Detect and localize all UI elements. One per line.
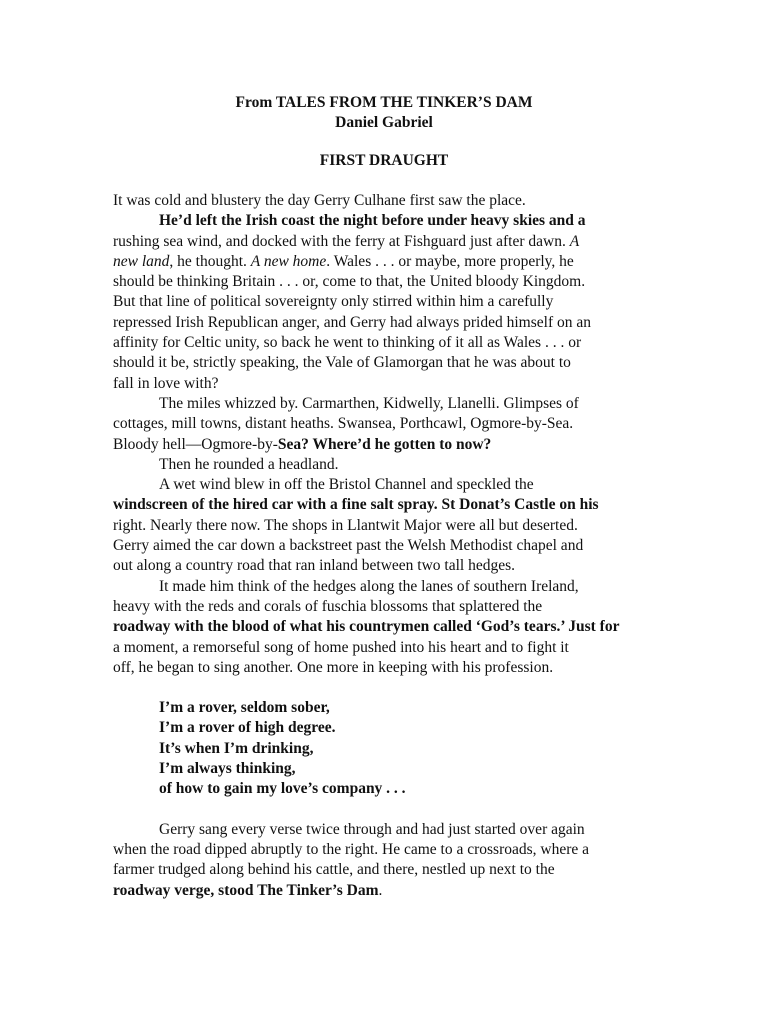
verse-line: I’m always thinking,: [159, 760, 296, 778]
text-run: should be thinking Britain . . . or, come to that, the United bloody Kingdom.: [113, 273, 586, 291]
paragraph: [113, 475, 661, 576]
text-run: Sea? Where’d he gotten to now?: [277, 435, 492, 453]
text-line: [113, 495, 661, 515]
text-line: [113, 333, 661, 353]
text-run: a moment, a remorseful song of home pushed into his heart and to fight it: [113, 638, 569, 656]
text-line: [113, 860, 661, 880]
paragraph: [113, 211, 661, 394]
text-run: off, he began to sing another. One more in keeping with his profession.: [113, 658, 554, 676]
text-line: [113, 597, 661, 617]
verse-line: It’s when I’m drinking,: [159, 739, 314, 757]
verse-line: I’m a rover, seldom sober,: [159, 699, 330, 717]
text-line: [113, 232, 661, 252]
paragraph: [113, 191, 661, 211]
text-run: Bloody hell—Ogmore-by-: [113, 435, 278, 453]
text-run: He’d left the Irish coast the night before under heavy skies and a: [159, 212, 586, 230]
text-run: out along a country road that ran inland between two tall hedges.: [113, 557, 516, 575]
text-line: [113, 881, 661, 901]
text-line: [113, 252, 661, 272]
source-line: From TALES FROM THE TINKER’S DAM: [235, 94, 533, 111]
text-run: affinity for Celtic unity, so back he went to thinking of it all as Wales . . . or: [113, 334, 582, 352]
story-paragraphs: [113, 191, 661, 678]
text-line: [113, 353, 661, 373]
text-line: [113, 292, 661, 312]
text-run: But that line of political sovereignty only stirred within him a carefully: [113, 293, 554, 311]
text-line: [113, 638, 661, 658]
author-name: Daniel Gabriel: [335, 114, 433, 131]
text-run: A new home: [250, 252, 327, 270]
text-run: A: [569, 232, 580, 250]
text-run: heavy with the reds and corals of fuschia blossoms that splattered the: [113, 597, 543, 615]
text-line: [113, 840, 661, 860]
text-run: roadway with the blood of what his countrymen called ‘God’s tears.’ Just for: [113, 618, 620, 636]
text-line: [113, 394, 661, 414]
text-run: fall in love with?: [113, 374, 219, 392]
text-line: [113, 475, 661, 495]
verse-line: of how to gain my love’s company . . .: [159, 780, 406, 798]
story-body: [113, 191, 661, 901]
text-line: [113, 211, 661, 231]
text-line: [113, 617, 661, 637]
text-line: [113, 658, 661, 678]
text-line: [113, 374, 661, 394]
text-line: [113, 313, 661, 333]
story-title: FIRST DRAUGHT: [319, 152, 449, 169]
paragraph: [113, 394, 661, 455]
text-line: [113, 556, 661, 576]
text-run: . Wales . . . or maybe, more properly, he: [326, 252, 574, 270]
text-run: when the road dipped abruptly to the right. He came to a crossroads, where a: [113, 840, 590, 858]
text-line: [113, 191, 661, 211]
text-run: .: [378, 881, 383, 899]
text-run: , he thought.: [169, 252, 251, 270]
text-run: rushing sea wind, and docked with the ferry at Fishguard just after dawn.: [113, 232, 570, 250]
text-run: should it be, strictly speaking, the Vale of Glamorgan that he was about to: [113, 354, 571, 372]
text-line: [113, 536, 661, 556]
paragraph: [113, 455, 661, 475]
text-run: new land: [113, 252, 170, 270]
text-run: It was cold and blustery the day Gerry Culhane first saw the place.: [113, 192, 526, 209]
paragraph: [113, 577, 661, 678]
text-run: windscreen of the hired car with a fine salt spray. St Donat’s Castle on his: [113, 496, 599, 514]
text-run: Then he rounded a headland.: [159, 455, 339, 473]
text-line: [113, 414, 661, 434]
text-line: [113, 577, 661, 597]
text-run: The miles whizzed by. Carmarthen, Kidwelly, Llanelli. Glimpses of: [159, 394, 579, 412]
text-run: farmer trudged along behind his cattle, and there, nestled up next to the: [113, 861, 555, 879]
text-run: Gerry aimed the car down a backstreet past the Welsh Methodist chapel and: [113, 537, 584, 555]
text-run: It made him think of the hedges along the lanes of southern Ireland,: [159, 577, 579, 595]
song-verse: [159, 698, 661, 799]
verse-line: I’m a rover of high degree.: [159, 719, 336, 737]
text-line: [113, 516, 661, 536]
text-line: [113, 455, 661, 475]
paragraph: [113, 820, 661, 901]
text-run: Gerry sang every verse twice through and had just started over again: [159, 820, 585, 838]
text-run: cottages, mill towns, distant heaths. Swansea, Porthcawl, Ogmore-by-Sea.: [113, 415, 574, 433]
text-run: repressed Irish Republican anger, and Gerry had always prided himself on an: [113, 313, 591, 331]
text-run: roadway verge, stood The Tinker’s Dam: [113, 881, 379, 899]
text-run: A wet wind blew in off the Bristol Channel and speckled the: [159, 476, 534, 494]
text-line: [113, 435, 661, 455]
text-line: [113, 820, 661, 840]
text-run: right. Nearly there now. The shops in Llantwit Major were all but deserted.: [113, 516, 578, 534]
text-line: [113, 272, 661, 292]
closing-paragraph: [113, 820, 661, 901]
